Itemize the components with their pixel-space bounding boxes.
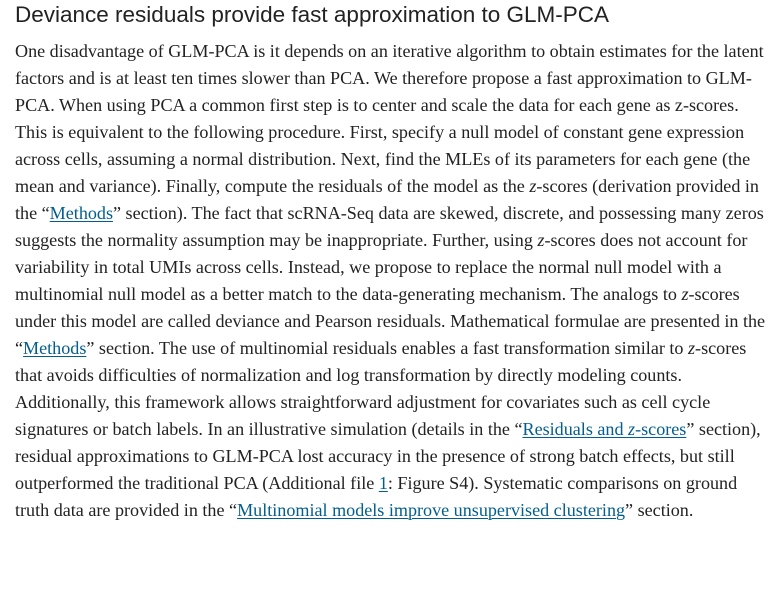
link-italic-z: z [628, 419, 636, 439]
text-run: ” section. [625, 500, 694, 520]
text-run: : Figure S4). Systematic comparisons on ground truth data are provided in the “ [15, 473, 738, 520]
text-run: ” section. The use of multinomial residuals enables a fast transformation similar to [86, 338, 688, 358]
residuals-zscores-link[interactable] [523, 419, 687, 439]
text-run: One disadvantage of GLM-PCA is it depends on an iterative algorithm to obtain estimates for the latent factors and is at least ten times slower than PCA. We therefore propose a fast approximation to GLM-PCA. When using PCA a common first step is to center and scale the data for each gene as z-scores. This is equivalent to the following procedure. First, specify a null model of constant gene expression across cells, assuming a normal distribution. Next, find the MLEs of its parameters for each gene (the mean and variance). Finally, compute the residuals of the model as the [15, 41, 764, 196]
link-text: -scores [635, 419, 687, 439]
additional-file-link[interactable]: 1 [378, 473, 388, 493]
text-run: ” section), residual approximations to GLM-PCA lost accuracy in the presence of strong batch effects, but still outperformed the traditional PCA (Additional file [15, 419, 761, 493]
text-run: ” section). The fact that scRNA-Seq data are skewed, discrete, and possessing many zeros suggests the normality assumption may be inappropriate. Further, using [15, 203, 764, 250]
multinomial-clustering-link[interactable]: Multinomial models improve unsupervised clustering [237, 500, 626, 520]
italic-z: z [529, 176, 537, 196]
body-paragraph [15, 38, 768, 524]
methods-link-2[interactable]: Methods [23, 338, 87, 358]
methods-link[interactable]: Methods [49, 203, 113, 223]
text-run: -scores does not account for variability in total UMIs across cells. Instead, we propose to replace the normal null model with a multinomial null model as a better match to the data-generating mechanism. The analogs to [15, 230, 748, 304]
link-text: Residuals and [522, 419, 629, 439]
text-run: -scores that avoids difficulties of normalization and log transformation by directly modeling counts. Additionally, this framework allows straightforward adjustment for covariates such as cell cycle signatures or batch labels. In an illustrative simulation (details in the “ [15, 338, 747, 439]
italic-z: z [688, 338, 696, 358]
text-run: -scores under this model are called deviance and Pearson residuals. Mathematical formulae are presented in the “ [15, 284, 766, 358]
italic-z: z [537, 230, 545, 250]
section-heading: Deviance residuals provide fast approximation to GLM-PCA [15, 2, 610, 27]
text-run: -scores (derivation provided in the “ [15, 176, 759, 223]
italic-z: z [681, 284, 689, 304]
